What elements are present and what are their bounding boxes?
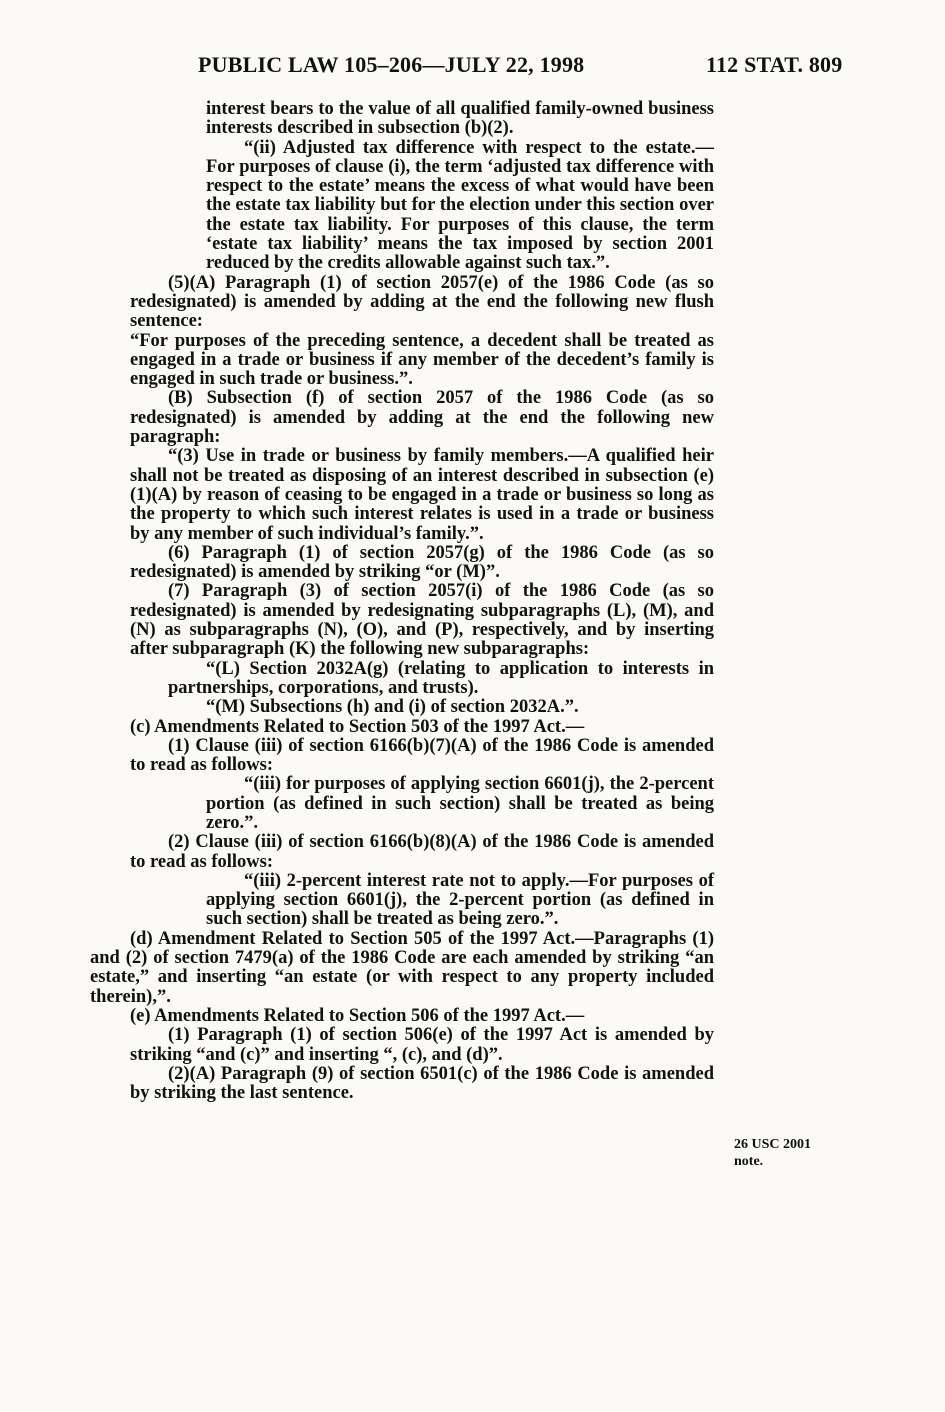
body-text — [90, 99, 714, 1104]
paragraph: (1) Paragraph (1) of section 506(e) of the 1997 Act is amended by striking “and (c)” and inserting “, (c), and (d)”. — [130, 1025, 714, 1065]
margin-note: 26 USC 2001 note. — [734, 1137, 812, 1169]
paragraph: “(3) Use in trade or business by family members.—A qualified heir shall not be treated as disposing of an interest described in subsection (e)(1)(A) by reason of ceasing to be engaged in a trade or business so long as the property to which such interest relates is used in a trade or business by any member of such individual’s family.”. — [130, 446, 714, 544]
paragraph: (B) Subsection (f) of section 2057 of the 1986 Code (as so redesignated) is amended by adding at the end the following new paragraph: — [130, 388, 714, 448]
paragraph: (2) Clause (iii) of section 6166(b)(8)(A) of the 1986 Code is amended to read as follows: — [130, 832, 714, 872]
paragraph: “(L) Section 2032A(g) (relating to application to interests in partnerships, corporations, and trusts). — [168, 658, 714, 698]
paragraph: “For purposes of the preceding sentence, a decedent shall be treated as engaged in a trade or business if any member of the decedent’s family is engaged in such trade or business.”. — [130, 330, 714, 390]
paragraph: (d) Amendment Related to Section 505 of the 1997 Act.—Paragraphs (1) and (2) of section 7479(a) of the 1986 Code are each amended by striking “an estate,” and inserting “an estate (or with respect to any property included therein),”. — [90, 928, 714, 1007]
paragraph: (2)(A) Paragraph (9) of section 6501(c) of the 1986 Code is amended by striking the last sentence. — [130, 1063, 714, 1104]
section-heading: (c) Amendments Related to Section 503 of the 1997 Act.— — [130, 716, 585, 737]
paragraph: “(ii) Adjusted tax difference with respect to the estate.—For purposes of clause (i), the term ‘adjusted tax difference with respect to the estate’ means the excess of what would have been the estate tax liability but for the election under this section over the estate tax liability. For purposes of this clause, the term ‘estate tax liability’ means the tax imposed by section 2001 reduced by the credits allowable against such tax.”. — [206, 137, 714, 274]
paragraph: interest bears to the value of all qualified family-owned business interests described in subsection (b)(2). — [206, 99, 714, 139]
paragraph: “(M) Subsections (h) and (i) of section 2032A.”. — [206, 697, 579, 718]
paragraph: (6) Paragraph (1) of section 2057(g) of the 1986 Code (as so redesignated) is amended by striking “or (M)”. — [130, 542, 714, 583]
paragraph: “(iii) for purposes of applying section 6601(j), the 2-percent portion (as defined in such section) shall be treated as being zero.”. — [206, 774, 714, 833]
running-header: PUBLIC LAW 105–206—JULY 22, 1998 — [198, 52, 585, 77]
paragraph: (5)(A) Paragraph (1) of section 2057(e) of the 1986 Code (as so redesignated) is amended by adding at the end the following new flush sentence: — [130, 272, 714, 332]
section-heading: (e) Amendments Related to Section 506 of the 1997 Act.— — [130, 1005, 585, 1026]
paragraph: (7) Paragraph (3) of section 2057(i) of the 1986 Code (as so redesignated) is amended by redesignating subparagraphs (L), (M), and (N) as subparagraphs (N), (O), and (P), respectively, and by inserting after subparagraph (K) the following new subparagraphs: — [130, 581, 714, 660]
paragraph: (1) Clause (iii) of section 6166(b)(7)(A) of the 1986 Code is amended to read as follows: — [130, 735, 714, 776]
page-number: 112 STAT. 809 — [706, 52, 843, 77]
paragraph: “(iii) 2-percent interest rate not to apply.—For purposes of applying section 6601(j), the 2-percent portion (as defined in such section) shall be treated as being zero.”. — [206, 870, 714, 930]
